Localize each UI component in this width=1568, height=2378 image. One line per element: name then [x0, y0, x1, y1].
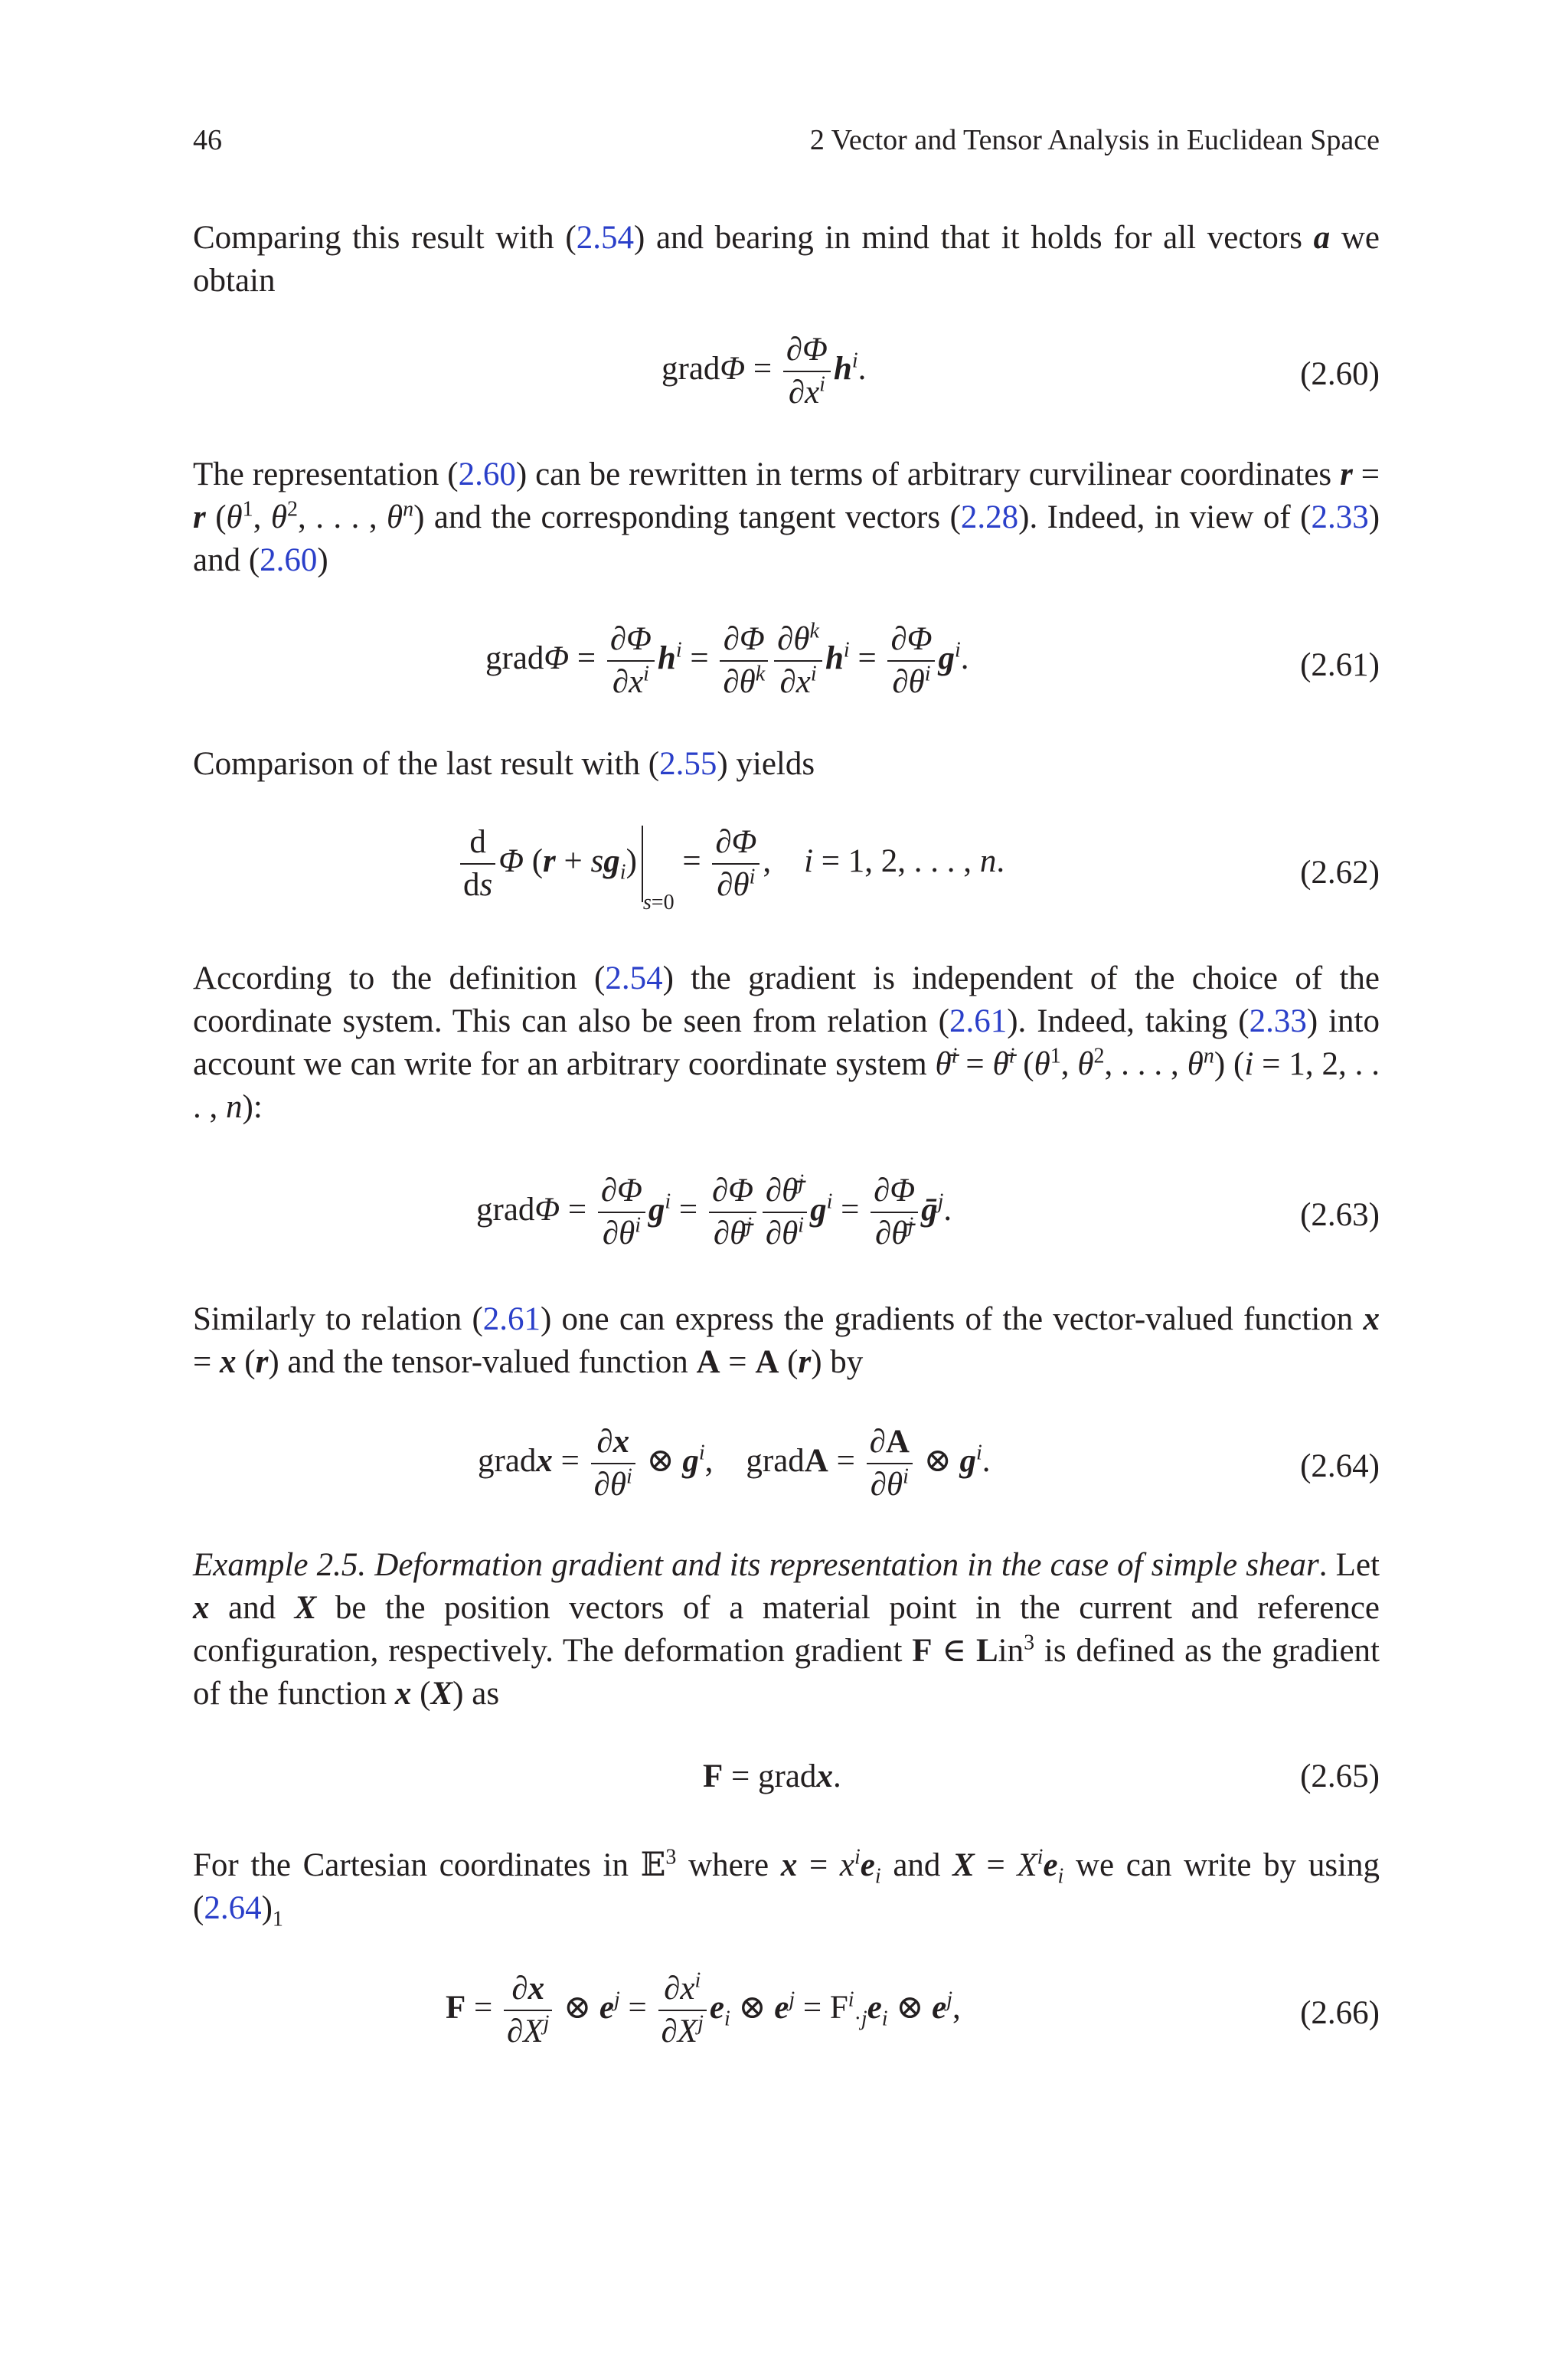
ref-2-28[interactable]: 2.28 — [960, 499, 1019, 535]
paragraph-4: According to the definition (2.54) the gradient is independent of the choice of the coordinate system. This can also be seen from relation (2.61). Indeed, taking (2.33) into account we can write for an arbitrary coordinate system θ̄$^i$ = θ̄$^i$ ($\theta^1$, $\theta^2$, . . . , $\theta^n$) (i = 1, 2, . . . , n): — [193, 960, 1380, 1125]
equation-2-64: gradx = $\frac{\partial x}{\partial\theta^i}$ ⊗ $g^i$, gradA = $\frac{\partial A}{\partial\theta^i}$ ⊗ $g^i$. (2.64) — [478, 1424, 1380, 1503]
ref-2-33[interactable]: 2.33 — [1311, 499, 1369, 535]
equation-2-60: gradΦ = $\frac{\partial\Phi}{\partial x^i}$ $h^i$. (2.60) — [662, 332, 1380, 411]
paragraph-7: For the Cartesian coordinates in 𝔼$^3$ where $x = x^ie_i$ and $X = X^ie_i$ we can write by using $(2.64)_1$ — [193, 1845, 1380, 1932]
ref-2-64[interactable]: 2.64 — [204, 1890, 262, 1926]
ref-2-60[interactable]: 2.60 — [458, 456, 516, 492]
equation-number: (2.64) — [1300, 1448, 1380, 1484]
page-number: 46 — [193, 124, 222, 156]
equation-number: (2.60) — [1300, 356, 1380, 392]
paragraph-1: Comparing this result with (2.54) and bearing in mind that it holds for all vectors a we obtain — [193, 220, 1380, 299]
ref-2-60b[interactable]: 2.60 — [260, 542, 318, 578]
ref-2-61[interactable]: 2.61 — [949, 1003, 1008, 1039]
ref-2-55[interactable]: 2.55 — [659, 746, 717, 782]
equation-2-66: F = $\frac{\partial x}{\partial X^j}$ ⊗ $e^j$ = $\frac{\partial x^i}{\partial X^j}$ $e_i$ ⊗ $e^j = F^i_{\cdot j}e_i$ ⊗ $e^j$, (2.66) — [446, 1968, 1380, 2049]
ref-2-54[interactable]: 2.54 — [576, 220, 634, 256]
paragraph-5: Similarly to relation (2.61) one can express the gradients of the vector-valued function x = x (r) and the tensor-valued function A = A (r) by — [193, 1301, 1380, 1380]
equation-number: (2.65) — [1300, 1758, 1380, 1794]
ref-2-33b[interactable]: 2.33 — [1249, 1003, 1307, 1039]
equation-2-63: gradΦ = $\frac{\partial\Phi}{\partial\theta^i}$ $g^i$ = $\frac{\partial\Phi}{\partial\thetā^j}$ $\frac{\partial\thetā^j}{\partial\theta^i}$ $g^i$ = $\frac{\partial\Phi}{\partial\thetā^j}$ ḡ$^j$. (2.63) — [476, 1170, 1380, 1251]
equation-number: (2.63) — [1300, 1197, 1380, 1233]
paragraph-6: Example 2.5. Deformation gradient and its representation in the case of simple shear. Let x and X be the position vectors of a material point in the current and reference configuration, respectively. The deformation gradient F ∈ Lin$^3$ is defined as the gradient of the function x (X) as — [193, 1547, 1380, 1712]
equation-2-62: $\frac{d}{ds}$ Φ $(r + sg_i)_{s=0}$ = $\frac{\partial\Phi}{\partial\theta^i}$ , i = 1, 2, . . . , n. (2.62) — [193, 823, 1380, 923]
equation-number: (2.62) — [1300, 855, 1380, 891]
ref-2-61b[interactable]: 2.61 — [482, 1301, 541, 1337]
ref-2-54b[interactable]: 2.54 — [605, 960, 663, 996]
paragraph-2: The representation (2.60) can be rewritten in terms of arbitrary curvilinear coordinates r = r ($\theta^1$, $\theta^2$, . . . , $\theta^n$) and the corresponding tangent vectors (2.28). Indeed, in view of (2.33) and (2.60) — [193, 456, 1380, 578]
equation-2-61: gradΦ = $\frac{\partial\Phi}{\partial x^i}$ $h^i$ = $\frac{\partial\Phi}{\partial\theta^k}$ $\frac{\partial\theta^k}{\partial x^i}$ $h^i$ = $\frac{\partial\Phi}{\partial\theta^i}$ $g^i$. (2.61) — [485, 619, 1380, 700]
equation-2-65: F = gradx. (2.65) — [703, 1758, 1380, 1794]
equation-number: (2.66) — [1300, 1995, 1380, 2031]
paragraph-3: Comparison of the last result with (2.55) yields — [193, 746, 815, 782]
running-title: 2 Vector and Tensor Analysis in Euclidean Space — [809, 124, 1380, 156]
equation-number: (2.61) — [1300, 647, 1380, 683]
